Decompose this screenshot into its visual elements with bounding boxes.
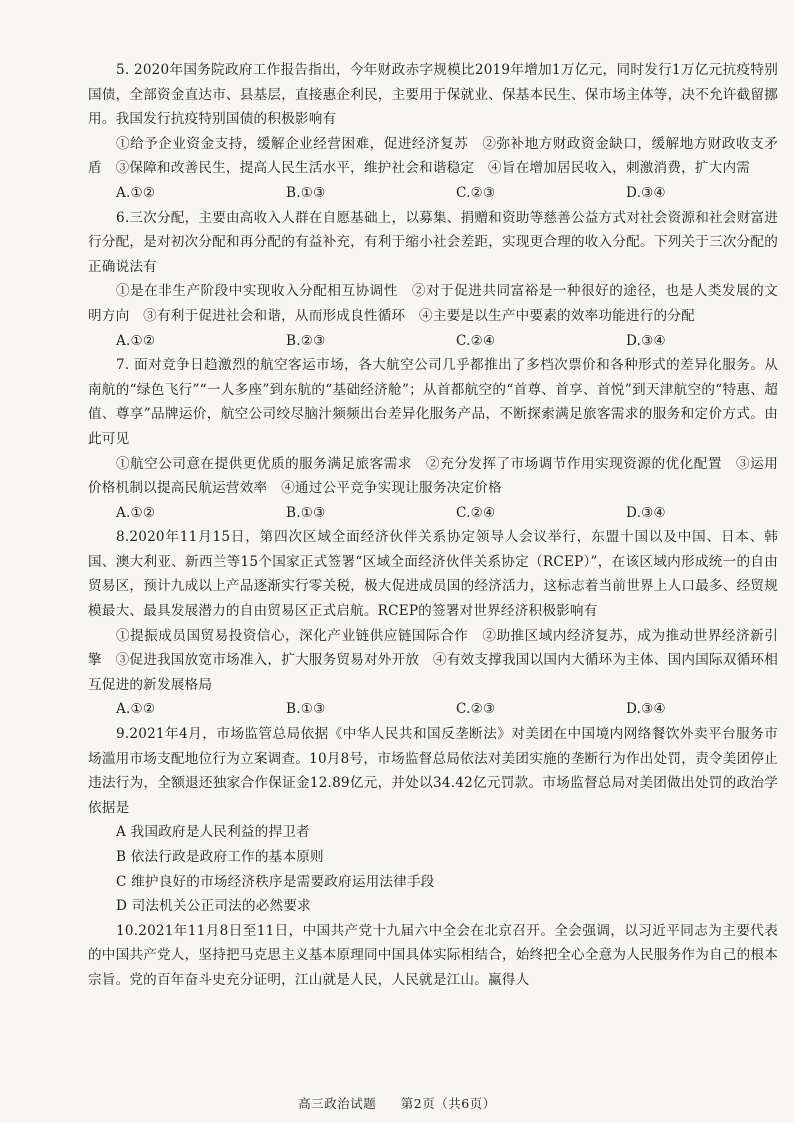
- question-9: [88, 722, 778, 919]
- option-row: [88, 501, 778, 526]
- question-8: [88, 525, 778, 722]
- option-d: D.③④: [626, 332, 666, 349]
- question-stem: 7. 面对竞争日趋激烈的航空客运市场，各大航空公司几乎都推出了多档次票价和各种形式的差异化服务。从南航的“绿色飞行”“一人多座”到东航的“基础经济舱”；从首都航空的“首尊、首享、首悦”到天津航空的“特惠、超值、尊享”品牌运价，航空公司绞尽脑汁频频出台差异化服务产品，不断探索满足旅客需求的服务和定价方式。由此可见: [88, 357, 778, 447]
- option-c: C.②③: [456, 701, 496, 718]
- option-c: C.②③: [456, 184, 496, 201]
- question-stem: 9.2021年4月，市场监管总局依据《中华人民共和国反垄断法》对美团在中国境内网络餐饮外卖平台服务市场滥用市场支配地位行为立案调查。10月8号，市场监督总局依法对美团实施的垄断行为作出处罚，责令美团停止违法行为，全额退还独家合作保证金12.89亿元，并处以34.42亿元罚款。市场监督总局对美团做出处罚的政治学依据是: [88, 726, 778, 816]
- option-row: [88, 697, 778, 722]
- question-statements: ①航空公司意在提供更优质的服务满足旅客需求 ②充分发挥了市场调节作用实现资源的优化配置 ③运用价格机制以提高民航运营效率 ④通过公平竞争实现让服务决定价格: [88, 455, 778, 497]
- option-d: D.③④: [626, 504, 666, 521]
- option-b: B 依法行政是政府工作的基本原则: [116, 849, 324, 865]
- question-stem: 5. 2020年国务院政府工作报告指出，今年财政赤字规模比2019年增加1万亿元，同时发行1万亿元抗疫特别国债，全部资金直达市、县基层，直接惠企利民，主要用于保就业、保基本民生、保市场主体等，决不允许截留挪用。我国发行抗疫特别国债的积极影响有: [88, 62, 778, 128]
- question-stem: 6.三次分配，主要由高收入人群在自愿基础上，以募集、捐赠和资助等慈善公益方式对社会资源和社会财富进行分配，是对初次分配和再分配的有益补充，有利于缩小社会差距，实现更合理的收入分配。下列关于三次分配的正确说法有: [88, 209, 778, 275]
- option-b: B.①③: [286, 701, 326, 718]
- page-footer: [0, 1094, 794, 1112]
- option-d: D.③④: [626, 701, 666, 718]
- option-b: B.①③: [286, 504, 326, 521]
- option-a: A.①②: [116, 504, 156, 521]
- option-b: B.②③: [286, 332, 326, 349]
- option-c: C.②④: [456, 504, 496, 521]
- option-c: C.②④: [456, 332, 496, 349]
- option-row: [88, 181, 778, 206]
- question-10: [88, 919, 778, 993]
- footer-page-number: 第2页（共6页）: [400, 1096, 496, 1111]
- option-d: D.③④: [626, 184, 666, 201]
- question-statements: ①是在非生产阶段中实现收入分配相互协调性 ②对于促进共同富裕是一种很好的途径，也是人类发展的文明方向 ③有利于促进社会和谐，从而形成良性循环 ④主要是以生产中要素的效率功能进行的分配: [88, 283, 778, 324]
- question-6: [88, 206, 778, 354]
- question-7: [88, 353, 778, 525]
- option-a: A.①②: [116, 184, 156, 201]
- option-b: B.①③: [286, 184, 326, 201]
- option-a: A 我国政府是人民利益的捍卫者: [116, 824, 310, 841]
- question-5: [88, 58, 778, 206]
- option-d: D 司法机关公正司法的必然要求: [116, 898, 311, 915]
- question-stem: 10.2021年11月8日至11日，中国共产党十九届六中全会在北京召开。全会强调，以习近平同志为主要代表的中国共产党人，坚持把马克思主义基本原理同中国具体实际相结合，始终把全心全意为人民服务作为自己的根本宗旨。党的百年奋斗史充分证明，江山就是人民，人民就是江山。赢得人: [88, 922, 778, 988]
- question-stem: 8.2020年11月15日，第四次区域全面经济伙伴关系协定领导人会议举行，东盟十国以及中国、日本、韩国、澳大利亚、新西兰等15个国家正式签署“区域全面经济伙伴关系协定（RCEP）”，在该区域内形成统一的自由贸易区，预计九成以上产品逐渐实行零关税，极大促进成员国的经济活力，这标志着当前世界上人口最多、经贸规模最大、最具发展潜力的自由贸易区正式启航。RCEP的签署对世界经济积极影响有: [88, 529, 778, 620]
- question-statements: ①提振成员国贸易投资信心，深化产业链供应链国际合作 ②助推区域内经济复苏，成为推动世界经济新引擎 ③促进我国放宽市场准入，扩大服务贸易对外开放 ④有效支撑我国以国内大循环为主体、国内国际双循环相互促进的新发展格局: [88, 627, 778, 693]
- footer-subject: 高三政治试题: [298, 1096, 377, 1111]
- question-statements: ①给予企业资金支持，缓解企业经营困难，促进经济复苏 ②弥补地方财政资金缺口，缓解地方财政收支矛盾 ③保障和改善民生，提高人民生活水平，维护社会和谐稳定 ④旨在增加居民收入，刺激消费，扩大内需: [88, 135, 778, 177]
- exam-content: [88, 58, 778, 993]
- option-a: A.①②: [116, 332, 156, 349]
- option-c: C 维护良好的市场经济秩序是需要政府运用法律手段: [116, 873, 435, 890]
- option-row: [88, 329, 778, 354]
- option-a: A.①②: [116, 701, 156, 718]
